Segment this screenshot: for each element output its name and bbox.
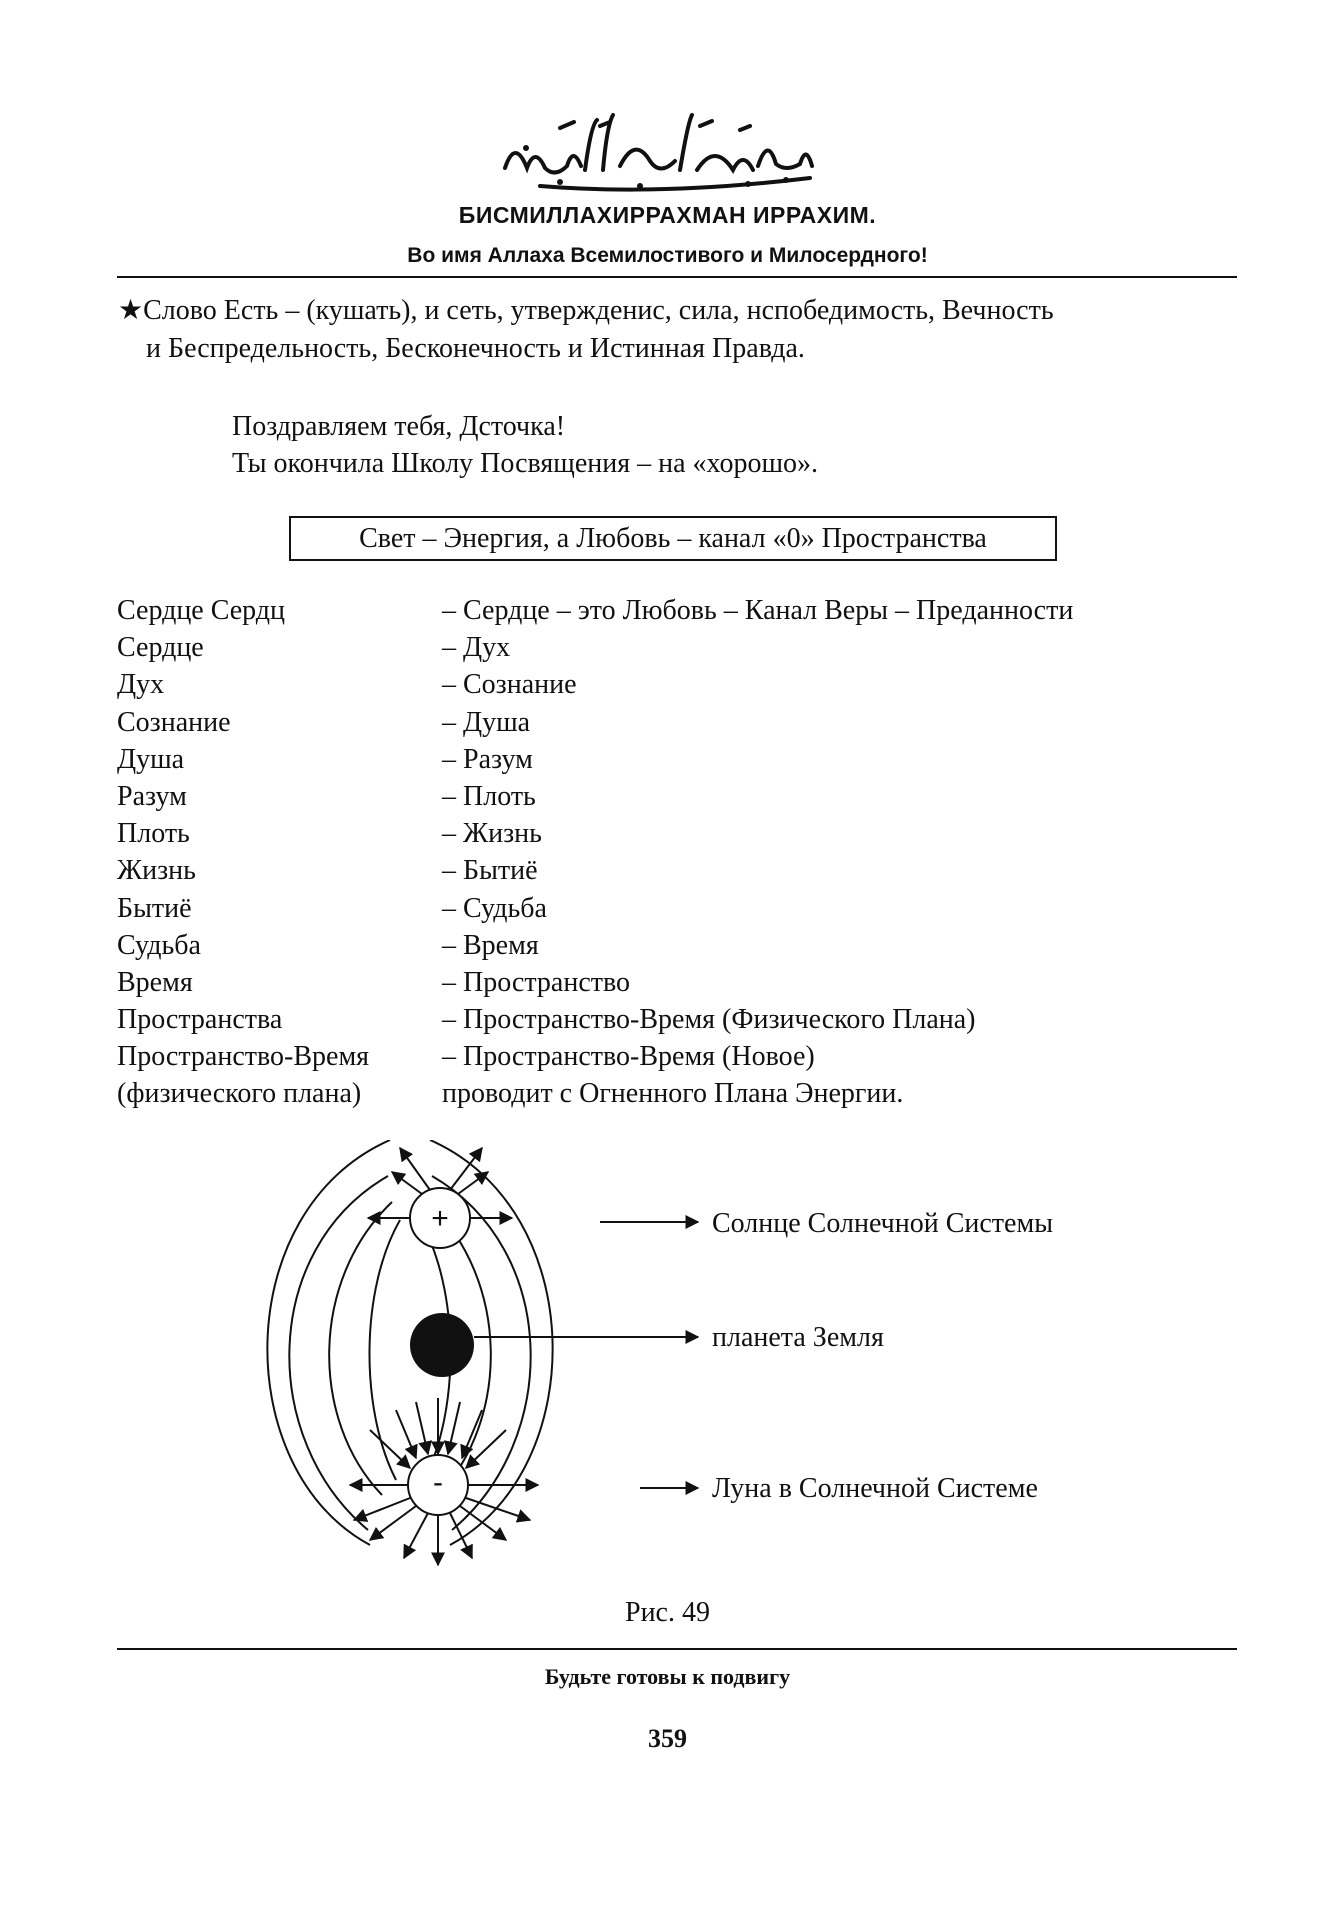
boxed-statement: Свет – Энергия, а Любовь – канал «0» Пространства — [289, 516, 1057, 561]
footer-rule — [117, 1648, 1237, 1650]
row-right: – Пространство-Время (Новое) — [442, 1041, 815, 1073]
row-left: Жизнь — [117, 855, 196, 887]
greeting — [232, 408, 818, 482]
row-right: – Бытиё — [442, 855, 538, 887]
row-left: (физического плана) — [117, 1078, 362, 1110]
row-left: Плоть — [117, 818, 190, 850]
header-rule — [117, 276, 1237, 278]
row-right: – Душа — [442, 706, 531, 738]
intro-paragraph — [118, 292, 1238, 368]
row-right: – Плоть — [442, 780, 536, 812]
sun-label: Солнце Солнечной Системы — [712, 1208, 1054, 1239]
row-left: Душа — [117, 743, 185, 775]
row-right: – Сознание — [442, 669, 577, 701]
paragraph-line-2: и Беспредельность, Бесконечность и Истинная Правда. — [146, 333, 805, 364]
row-right: проводит с Огненного Плана Энергии. — [442, 1078, 904, 1110]
row-left: Пространства — [117, 1004, 283, 1036]
row-left: Разум — [117, 780, 187, 812]
row-left: Сознание — [117, 706, 231, 738]
arabic-calligraphy-logo — [0, 108, 1335, 196]
paragraph-line-1: Слово Есть – (кушать), и сеть, утвержденис, сила, нспобедимость, Вечность — [143, 295, 1054, 326]
bismillah-subtitle: Во имя Аллаха Всемилостивого и Милосердного! — [407, 244, 928, 267]
row-left: Время — [117, 966, 193, 998]
moon-label: Луна в Солнечной Системе — [712, 1473, 1038, 1504]
greeting-line-1: Поздравляем тебя, Дсточка! — [232, 411, 566, 442]
greeting-line-2: Ты окончила Школу Посвящения – на «хорошо». — [232, 448, 819, 479]
solar-system-diagram — [220, 1140, 1220, 1580]
star-icon: ★ — [118, 295, 144, 326]
row-right: – Разум — [442, 743, 533, 775]
bismillah-title: БИСМИЛЛАХИРРАХМАН ИРРАХИМ. — [458, 202, 877, 228]
row-left: Пространство-Время — [117, 1041, 370, 1073]
row-right: – Пространство — [442, 966, 631, 998]
page-number: 359 — [648, 1724, 687, 1753]
footer-text: Будьте готовы к подвигу — [544, 1664, 791, 1689]
row-right: – Сердце – это Любовь – Канал Веры – Преданности — [442, 595, 1074, 626]
row-right: – Пространство-Время (Физического Плана) — [442, 1004, 976, 1036]
row-right: – Жизнь — [442, 818, 542, 850]
row-right: – Дух — [442, 632, 511, 664]
earth-circle — [410, 1313, 474, 1377]
row-left: Дух — [117, 669, 165, 701]
row-left: Судьба — [117, 929, 201, 961]
row-left: Бытиё — [117, 892, 192, 924]
row-left: Сердце Сердц — [117, 595, 286, 626]
row-right: – Время — [442, 929, 539, 961]
field-line-inner-left — [329, 1202, 392, 1495]
earth-label: планета Земля — [712, 1322, 884, 1353]
field-line-core-left — [369, 1220, 400, 1480]
plus-sign: + — [431, 1202, 449, 1235]
row-right: – Судьба — [442, 892, 547, 924]
figure-caption: Рис. 49 — [625, 1597, 710, 1628]
minus-sign: - — [433, 1466, 443, 1499]
field-line-middle-left — [289, 1176, 388, 1530]
row-left: Сердце — [117, 632, 204, 664]
